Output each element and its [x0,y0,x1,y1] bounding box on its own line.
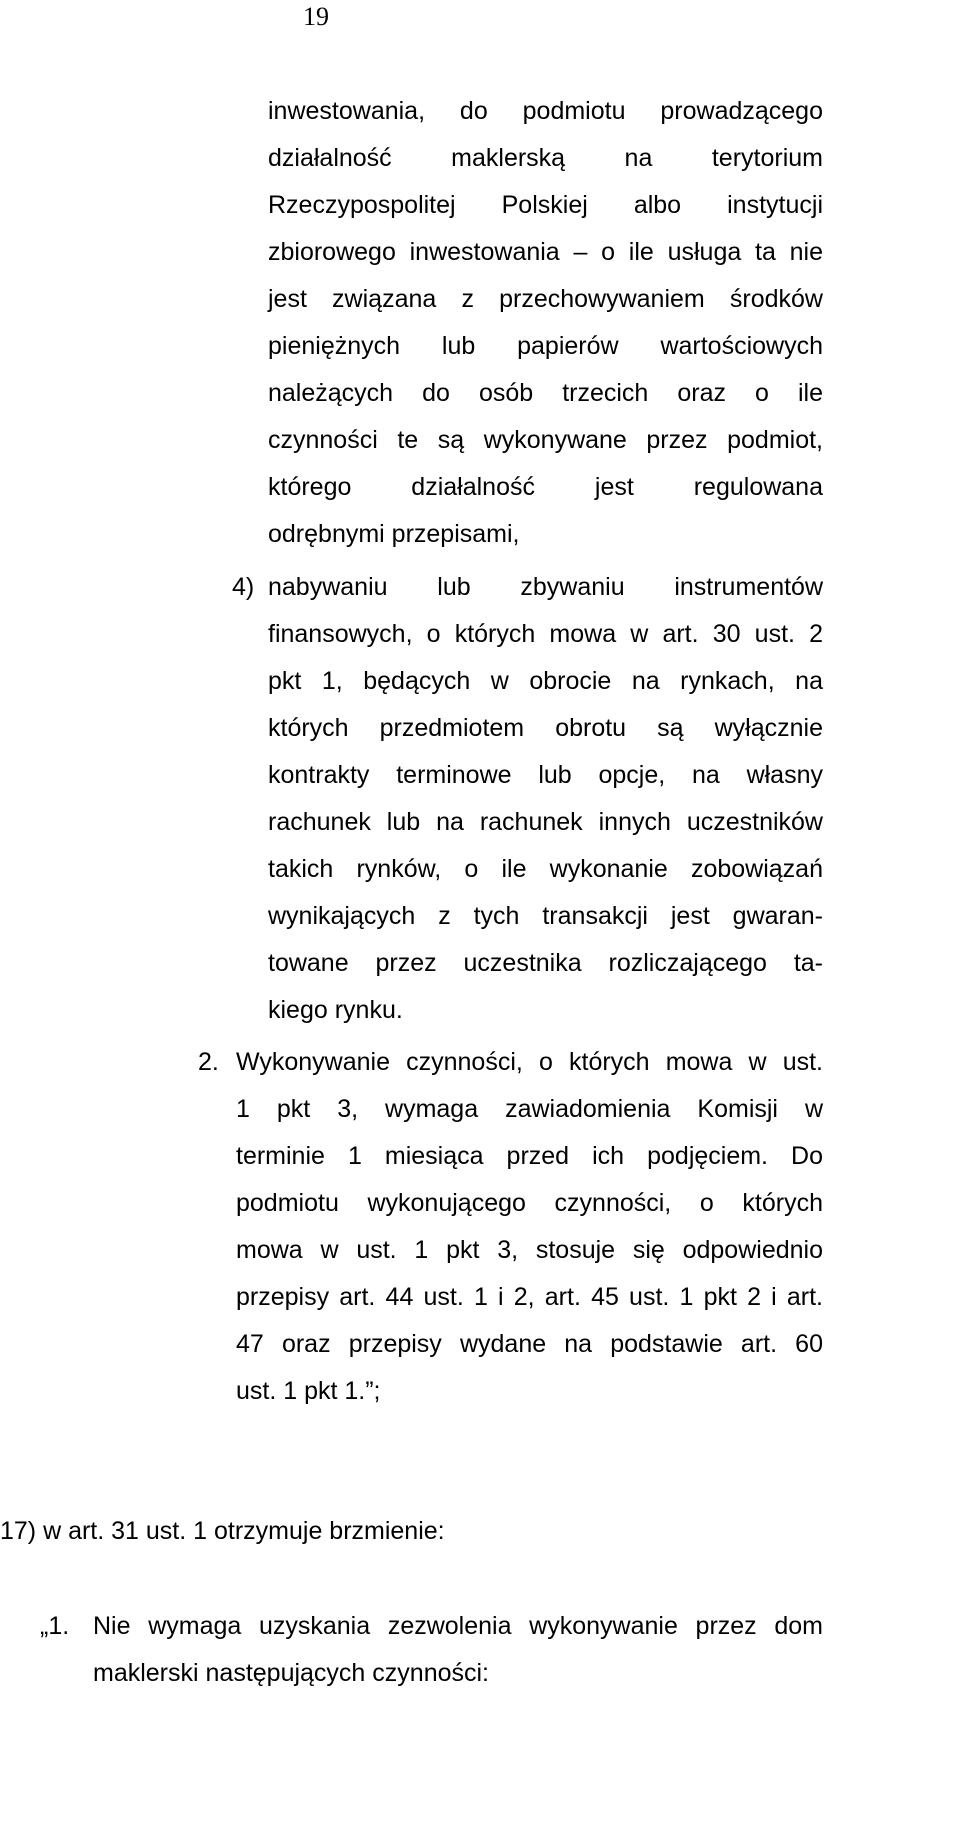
text-line: pieniężnych lub papierów wartościowych [268,332,823,360]
text-line: maklerski następujących czynności: [93,1659,489,1687]
text-line: kiego rynku. [268,996,403,1024]
text-line: pkt 1, będących w obrocie na rynkach, na [268,667,823,695]
text-line: towane przez uczestnika rozliczającego ta- [268,949,823,977]
text-line: 1 pkt 3, wymaga zawiadomienia Komisji w [236,1095,823,1123]
text-line: odrębnymi przepisami, [268,520,520,548]
text-line: 47 oraz przepisy wydane na podstawie art. 60 [236,1330,823,1358]
text-line: kontrakty terminowe lub opcje, na własny [268,761,823,789]
page-number: 19 [303,2,329,31]
quoted-item-1-label: „1. [40,1612,70,1640]
text-line: inwestowania, do podmiotu prowadzącego [268,97,823,125]
text-line: mowa w ust. 1 pkt 3, stosuje się odpowiednio [236,1236,823,1264]
text-line: którego działalność jest regulowana [268,473,823,501]
text-line: zbiorowego inwestowania – o ile usługa ta nie [268,238,823,266]
text-line: należących do osób trzecich oraz o ile [268,379,823,407]
text-line: finansowych, o których mowa w art. 30 ust. 2 [268,620,823,648]
text-line: takich rynków, o ile wykonanie zobowiązań [268,855,823,883]
text-line: Rzeczypospolitej Polskiej albo instytucji [268,191,823,219]
text-line: jest związana z przechowywaniem środków [268,285,823,313]
text-line: działalność maklerską na terytorium [268,144,823,172]
item-4-label: 4) [232,573,255,601]
text-line: terminie 1 miesiąca przed ich podjęciem. Do [236,1142,823,1170]
text-line: Wykonywanie czynności, o których mowa w ust. [236,1048,823,1076]
text-line: Nie wymaga uzyskania zezwolenia wykonywanie przez dom [93,1612,823,1640]
text-line: podmiotu wykonującego czynności, o których [236,1189,823,1217]
text-line: ust. 1 pkt 1.”; [236,1377,381,1405]
text-line: których przedmiotem obrotu są wyłącznie [268,714,823,742]
item-17-line: 17) w art. 31 ust. 1 otrzymuje brzmienie: [0,1517,445,1545]
text-line: rachunek lub na rachunek innych uczestników [268,808,823,836]
text-line: wynikających z tych transakcji jest gwaran- [268,902,823,930]
text-line: czynności te są wykonywane przez podmiot, [268,426,823,454]
text-line: nabywaniu lub zbywaniu instrumentów [268,573,823,601]
item-2-label: 2. [198,1048,219,1076]
text-line: przepisy art. 44 ust. 1 i 2, art. 45 ust. 1 pkt 2 i art. [236,1283,823,1311]
